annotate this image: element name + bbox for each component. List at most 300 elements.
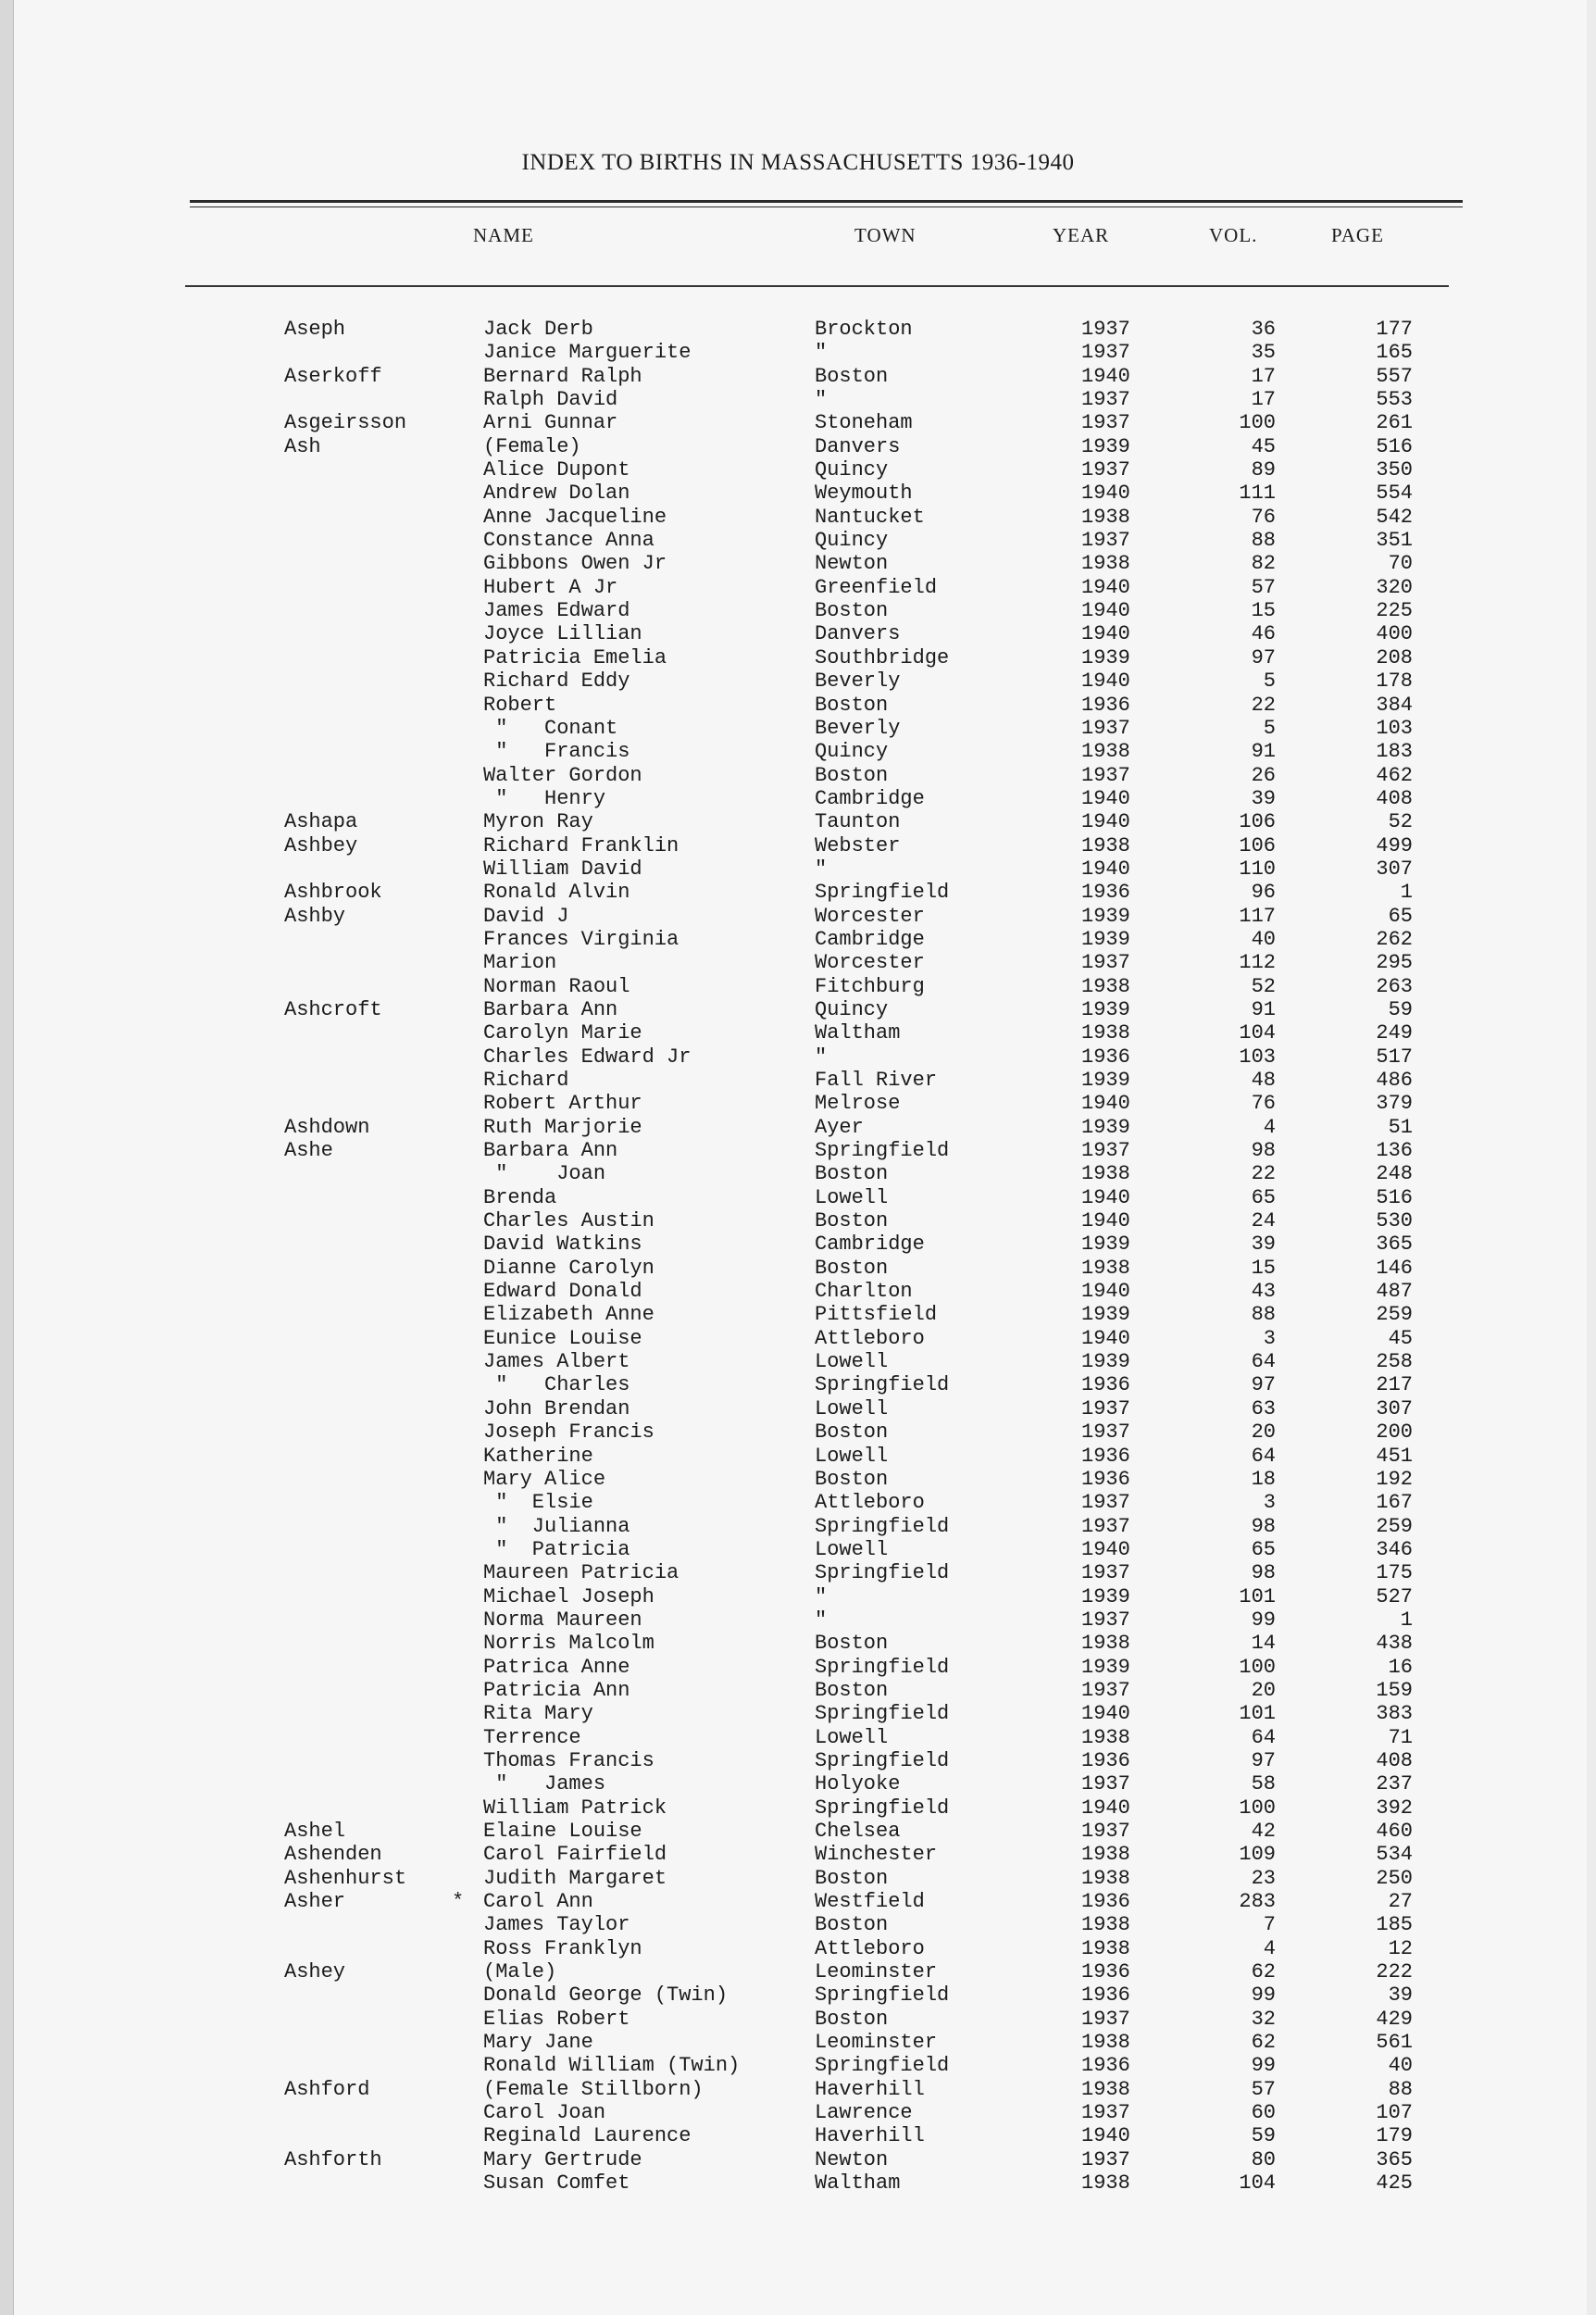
town-cell: Quincy	[815, 529, 889, 553]
volume-cell: 63	[1251, 1396, 1276, 1420]
table-row	[0, 1280, 1596, 1303]
given-name-cell: " Francis	[483, 740, 630, 764]
page-cell: 103	[1376, 716, 1413, 740]
volume-cell: 96	[1251, 881, 1276, 905]
volume-cell: 59	[1251, 2124, 1276, 2148]
table-row	[0, 1069, 1596, 1092]
surname-cell: Ash	[284, 434, 321, 458]
page-cell: 392	[1376, 1796, 1413, 1820]
year-cell: 1937	[1081, 763, 1130, 787]
volume-cell: 48	[1251, 1069, 1276, 1092]
given-name-cell: " Patricia	[483, 1537, 630, 1561]
page-cell: 208	[1376, 645, 1413, 669]
given-name-cell: Hubert A Jr	[483, 575, 618, 599]
volume-cell: 104	[1239, 1021, 1276, 1045]
year-cell: 1937	[1081, 1420, 1130, 1445]
surname-cell: Aserkoff	[284, 364, 382, 388]
town-cell: Beverly	[815, 716, 901, 740]
year-cell: 1937	[1081, 411, 1130, 435]
header-rule-thick	[190, 200, 1463, 203]
volume-cell: 43	[1251, 1280, 1276, 1304]
surname-cell: Asgeirsson	[284, 411, 407, 435]
given-name-cell: Robert Arthur	[483, 1092, 642, 1116]
given-name-cell: Charles Austin	[483, 1209, 655, 1233]
given-name-cell: Patricia Ann	[483, 1678, 630, 1702]
year-cell: 1937	[1081, 2101, 1130, 2125]
page-cell: 225	[1376, 599, 1413, 623]
year-cell: 1939	[1081, 434, 1130, 458]
volume-cell: 91	[1251, 740, 1276, 764]
table-row	[0, 2171, 1596, 2195]
year-cell: 1937	[1081, 1608, 1130, 1632]
volume-cell: 4	[1263, 1936, 1276, 1960]
given-name-cell: " Joan	[483, 1162, 606, 1186]
table-row	[0, 694, 1596, 717]
table-row	[0, 1045, 1596, 1069]
given-name-cell: Myron Ray	[483, 810, 593, 834]
year-cell: 1938	[1081, 505, 1130, 529]
column-header-vol: VOL.	[1209, 224, 1258, 246]
year-cell: 1936	[1081, 1960, 1130, 1984]
town-cell: Springfield	[815, 1796, 950, 1820]
volume-cell: 40	[1251, 927, 1276, 951]
town-cell: Stoneham	[815, 411, 913, 435]
year-cell: 1937	[1081, 388, 1130, 412]
table-row	[0, 857, 1596, 881]
volume-cell: 36	[1251, 318, 1276, 341]
page-cell: 136	[1376, 1139, 1413, 1163]
page-cell: 259	[1376, 1303, 1413, 1327]
year-cell: 1938	[1081, 1913, 1130, 1937]
table-row	[0, 1960, 1596, 1983]
surname-cell: Ashcroft	[284, 997, 382, 1021]
given-name-cell: Ronald William (Twin)	[483, 2054, 741, 2078]
given-name-cell: Charles Edward Jr	[483, 1045, 692, 1069]
volume-cell: 23	[1251, 1866, 1276, 1890]
table-row	[0, 599, 1596, 622]
year-cell: 1938	[1081, 1021, 1130, 1045]
volume-cell: 89	[1251, 458, 1276, 482]
year-cell: 1937	[1081, 716, 1130, 740]
page-cell: 146	[1376, 1256, 1413, 1280]
town-cell: Lowell	[815, 1396, 889, 1420]
table-row	[0, 1445, 1596, 1468]
volume-cell: 15	[1251, 1256, 1276, 1280]
page-cell: 451	[1376, 1444, 1413, 1468]
town-cell: Worcester	[815, 951, 925, 975]
page-cell: 88	[1388, 2077, 1413, 2101]
page-cell: 217	[1376, 1373, 1413, 1397]
page-cell: 1	[1400, 1608, 1413, 1632]
given-name-cell: Joseph Francis	[483, 1420, 655, 1445]
page-cell: 159	[1376, 1678, 1413, 1702]
table-row	[0, 1327, 1596, 1350]
table-row	[0, 1373, 1596, 1396]
year-cell: 1940	[1081, 810, 1130, 834]
town-cell: Waltham	[815, 1021, 901, 1045]
table-row	[0, 576, 1596, 599]
volume-cell: 76	[1251, 505, 1276, 529]
table-row	[0, 1139, 1596, 1162]
table-row	[0, 1820, 1596, 1843]
year-cell: 1938	[1081, 1725, 1130, 1749]
table-row	[0, 1796, 1596, 1820]
table-row	[0, 1162, 1596, 1185]
table-row	[0, 1209, 1596, 1233]
year-cell: 1939	[1081, 1233, 1130, 1257]
table-row	[0, 1585, 1596, 1608]
table-row	[0, 1186, 1596, 1209]
given-name-cell: Richard	[483, 1069, 569, 1092]
year-cell: 1936	[1081, 881, 1130, 905]
table-row	[0, 1561, 1596, 1584]
surname-cell: Ashe	[284, 1139, 333, 1163]
given-name-cell: Robert	[483, 693, 557, 717]
year-cell: 1936	[1081, 1748, 1130, 1772]
volume-cell: 62	[1251, 1960, 1276, 1984]
year-cell: 1936	[1081, 1444, 1130, 1468]
table-row	[0, 365, 1596, 388]
given-name-cell: Brenda	[483, 1185, 557, 1209]
given-name-cell: Ross Franklyn	[483, 1936, 642, 1960]
town-cell: Lowell	[815, 1725, 889, 1749]
volume-cell: 100	[1239, 1655, 1276, 1679]
given-name-cell: Edward Donald	[483, 1280, 642, 1304]
page-cell: 346	[1376, 1537, 1413, 1561]
town-cell: Charlton	[815, 1280, 913, 1304]
town-cell: Springfield	[815, 1139, 950, 1163]
page-cell: 222	[1376, 1960, 1413, 1984]
page-cell: 237	[1376, 1772, 1413, 1796]
page-cell: 307	[1376, 857, 1413, 881]
page-cell: 365	[1376, 1233, 1413, 1257]
town-cell: Waltham	[815, 2171, 901, 2196]
table-row	[0, 717, 1596, 740]
given-name-cell: Patricia Emelia	[483, 645, 667, 669]
volume-cell: 65	[1251, 1185, 1276, 1209]
year-cell: 1939	[1081, 645, 1130, 669]
year-cell: 1938	[1081, 2077, 1130, 2101]
volume-cell: 5	[1263, 669, 1276, 694]
volume-cell: 60	[1251, 2101, 1276, 2125]
table-row	[0, 1303, 1596, 1326]
given-name-cell: " Henry	[483, 786, 606, 810]
given-name-cell: Maureen Patricia	[483, 1561, 680, 1585]
table-row	[0, 318, 1596, 341]
table-row	[0, 411, 1596, 434]
town-cell: Melrose	[815, 1092, 901, 1116]
page-cell: 258	[1376, 1350, 1413, 1374]
given-name-cell: William David	[483, 857, 642, 881]
given-name-cell: Dianne Carolyn	[483, 1256, 655, 1280]
table-row	[0, 1702, 1596, 1725]
volume-cell: 24	[1251, 1209, 1276, 1233]
page-cell: 379	[1376, 1092, 1413, 1116]
surname-cell: Ashey	[284, 1960, 346, 1984]
surname-cell: Ashapa	[284, 810, 358, 834]
given-name-cell: Frances Virginia	[483, 927, 680, 951]
year-cell: 1937	[1081, 529, 1130, 553]
volume-cell: 88	[1251, 1303, 1276, 1327]
town-cell: Newton	[815, 552, 889, 576]
town-cell: Chelsea	[815, 1820, 901, 1843]
volume-cell: 3	[1263, 1326, 1276, 1350]
town-cell: "	[815, 1608, 828, 1632]
given-name-cell: Patrica Anne	[483, 1655, 630, 1679]
page-cell: 70	[1388, 552, 1413, 576]
given-name-cell: Ralph David	[483, 388, 618, 412]
year-cell: 1937	[1081, 458, 1130, 482]
page-cell: 460	[1376, 1820, 1413, 1843]
town-cell: Springfield	[815, 1748, 950, 1772]
given-name-cell: Carol Fairfield	[483, 1843, 667, 1867]
volume-cell: 103	[1239, 1045, 1276, 1069]
given-name-cell: Elias Robert	[483, 2007, 630, 2031]
town-cell: Southbridge	[815, 645, 950, 669]
header-rule-thin	[190, 206, 1463, 207]
column-header-year: YEAR	[1053, 224, 1110, 246]
given-name-cell: James Albert	[483, 1350, 630, 1374]
volume-cell: 99	[1251, 1608, 1276, 1632]
page-cell: 183	[1376, 740, 1413, 764]
town-cell: Quincy	[815, 997, 889, 1021]
given-name-cell: Constance Anna	[483, 529, 655, 553]
table-row	[0, 1491, 1596, 1514]
given-name-cell: Walter Gordon	[483, 763, 642, 787]
year-cell: 1936	[1081, 1983, 1130, 2008]
table-row	[0, 787, 1596, 810]
given-name-cell: Norris Malcolm	[483, 1632, 655, 1656]
year-cell: 1940	[1081, 622, 1130, 646]
given-name-cell: (Female Stillborn)	[483, 2077, 704, 2101]
page-cell: 45	[1388, 1326, 1413, 1350]
given-name-cell: James Taylor	[483, 1913, 630, 1937]
page-cell: 27	[1388, 1890, 1413, 1914]
mark-cell: *	[452, 1890, 465, 1914]
volume-cell: 117	[1239, 904, 1276, 928]
year-cell: 1937	[1081, 1396, 1130, 1420]
year-cell: 1936	[1081, 693, 1130, 717]
table-row	[0, 1632, 1596, 1655]
year-cell: 1937	[1081, 1820, 1130, 1843]
table-row	[0, 529, 1596, 552]
page-cell: 320	[1376, 575, 1413, 599]
given-name-cell: Marion	[483, 951, 557, 975]
volume-cell: 5	[1263, 716, 1276, 740]
year-cell: 1940	[1081, 1537, 1130, 1561]
page-cell: 51	[1388, 1115, 1413, 1139]
surname-cell: Aseph	[284, 318, 346, 341]
volume-cell: 15	[1251, 599, 1276, 623]
town-cell: Attleboro	[815, 1936, 925, 1960]
given-name-cell: Mary Gertrude	[483, 2147, 642, 2171]
page-cell: 517	[1376, 1045, 1413, 1069]
table-row	[0, 1021, 1596, 1045]
town-cell: Boston	[815, 2007, 889, 2031]
town-cell: "	[815, 857, 828, 881]
given-name-cell: Carol Joan	[483, 2101, 606, 2125]
year-cell: 1940	[1081, 857, 1130, 881]
volume-cell: 18	[1251, 1467, 1276, 1491]
table-row	[0, 669, 1596, 693]
page-cell: 167	[1376, 1491, 1413, 1515]
given-name-cell: Mary Alice	[483, 1467, 606, 1491]
year-cell: 1939	[1081, 1655, 1130, 1679]
volume-cell: 109	[1239, 1843, 1276, 1867]
volume-cell: 91	[1251, 997, 1276, 1021]
year-cell: 1936	[1081, 2054, 1130, 2078]
page-cell: 177	[1376, 318, 1413, 341]
table-row	[0, 1913, 1596, 1936]
volume-cell: 88	[1251, 529, 1276, 553]
volume-cell: 98	[1251, 1514, 1276, 1538]
volume-cell: 97	[1251, 1748, 1276, 1772]
table-row	[0, 506, 1596, 529]
town-cell: Quincy	[815, 458, 889, 482]
given-name-cell: John Brendan	[483, 1396, 630, 1420]
page-cell: 261	[1376, 411, 1413, 435]
given-name-cell: James Edward	[483, 599, 630, 623]
page-cell: 554	[1376, 482, 1413, 506]
page-cell: 259	[1376, 1514, 1413, 1538]
year-cell: 1937	[1081, 1491, 1130, 1515]
town-cell: Haverhill	[815, 2077, 925, 2101]
given-name-cell: " James	[483, 1772, 606, 1796]
volume-cell: 97	[1251, 645, 1276, 669]
surname-cell: Asher	[284, 1890, 346, 1914]
given-name-cell: Joyce Lillian	[483, 622, 642, 646]
page-cell: 192	[1376, 1467, 1413, 1491]
town-cell: Boston	[815, 1209, 889, 1233]
table-row	[0, 2054, 1596, 2077]
town-cell: Boston	[815, 1678, 889, 1702]
table-row	[0, 1679, 1596, 1702]
column-header-page: PAGE	[1331, 224, 1384, 246]
town-cell: Springfield	[815, 1373, 950, 1397]
given-name-cell: Reginald Laurence	[483, 2124, 692, 2148]
given-name-cell: " Conant	[483, 716, 618, 740]
town-cell: Boston	[815, 763, 889, 787]
table-row	[0, 2031, 1596, 2054]
table-row	[0, 810, 1596, 833]
table-row	[0, 928, 1596, 951]
page-cell: 71	[1388, 1725, 1413, 1749]
year-cell: 1938	[1081, 552, 1130, 576]
volume-cell: 100	[1239, 411, 1276, 435]
year-cell: 1940	[1081, 2124, 1130, 2148]
page-cell: 557	[1376, 364, 1413, 388]
year-cell: 1937	[1081, 318, 1130, 341]
year-cell: 1938	[1081, 1632, 1130, 1656]
table-row	[0, 1350, 1596, 1373]
given-name-cell: Richard Franklin	[483, 833, 680, 857]
volume-cell: 80	[1251, 2147, 1276, 2171]
volume-cell: 101	[1239, 1702, 1276, 1726]
table-row	[0, 622, 1596, 645]
volume-cell: 4	[1263, 1115, 1276, 1139]
town-cell: Lowell	[815, 1185, 889, 1209]
year-cell: 1936	[1081, 1890, 1130, 1914]
year-cell: 1939	[1081, 1584, 1130, 1608]
town-cell: Cambridge	[815, 786, 925, 810]
surname-cell: Ashbey	[284, 833, 358, 857]
table-row	[0, 951, 1596, 974]
volume-cell: 82	[1251, 552, 1276, 576]
volume-cell: 46	[1251, 622, 1276, 646]
page-cell: 295	[1376, 951, 1413, 975]
volume-cell: 22	[1251, 693, 1276, 717]
page-cell: 499	[1376, 833, 1413, 857]
given-name-cell: Norman Raoul	[483, 974, 630, 998]
volume-cell: 64	[1251, 1444, 1276, 1468]
town-cell: Boston	[815, 364, 889, 388]
given-name-cell: Ronald Alvin	[483, 881, 630, 905]
volume-cell: 20	[1251, 1420, 1276, 1445]
year-cell: 1937	[1081, 1678, 1130, 1702]
page-cell: 178	[1376, 669, 1413, 694]
page-cell: 384	[1376, 693, 1413, 717]
surname-cell: Ashford	[284, 2077, 370, 2101]
given-name-cell: (Male)	[483, 1960, 557, 1984]
page-cell: 65	[1388, 904, 1413, 928]
given-name-cell: Carol Ann	[483, 1890, 593, 1914]
year-cell: 1940	[1081, 1280, 1130, 1304]
year-cell: 1939	[1081, 927, 1130, 951]
year-cell: 1936	[1081, 1045, 1130, 1069]
surname-cell: Ashel	[284, 1820, 346, 1843]
given-name-cell: Andrew Dolan	[483, 482, 630, 506]
table-row	[0, 482, 1596, 505]
page-cell: 429	[1376, 2007, 1413, 2031]
page-cell: 408	[1376, 1748, 1413, 1772]
table-row	[0, 1749, 1596, 1772]
given-name-cell: Norma Maureen	[483, 1608, 642, 1632]
given-name-cell: Barbara Ann	[483, 1139, 618, 1163]
year-cell: 1940	[1081, 1796, 1130, 1820]
volume-cell: 283	[1239, 1890, 1276, 1914]
given-name-cell: Judith Margaret	[483, 1866, 667, 1890]
page-cell: 350	[1376, 458, 1413, 482]
town-cell: Worcester	[815, 904, 925, 928]
year-cell: 1936	[1081, 1467, 1130, 1491]
table-row	[0, 1656, 1596, 1679]
town-cell: Webster	[815, 833, 901, 857]
town-cell: Newton	[815, 2147, 889, 2171]
town-cell: Pittsfield	[815, 1303, 938, 1327]
given-name-cell: Donald George (Twin)	[483, 1983, 729, 2008]
year-cell: 1940	[1081, 575, 1130, 599]
surname-cell: Ashenden	[284, 1843, 382, 1867]
page-cell: 250	[1376, 1866, 1413, 1890]
volume-cell: 99	[1251, 2054, 1276, 2078]
page-cell: 59	[1388, 997, 1413, 1021]
page-cell: 408	[1376, 786, 1413, 810]
header-rule-bottom	[185, 285, 1449, 287]
table-row	[0, 881, 1596, 904]
year-cell: 1940	[1081, 1185, 1130, 1209]
page-cell: 39	[1388, 1983, 1413, 2008]
year-cell: 1939	[1081, 1069, 1130, 1092]
table-row	[0, 1726, 1596, 1749]
year-cell: 1937	[1081, 1139, 1130, 1163]
year-cell: 1937	[1081, 341, 1130, 365]
town-cell: Boston	[815, 1866, 889, 1890]
year-cell: 1937	[1081, 2007, 1130, 2031]
town-cell: Boston	[815, 1420, 889, 1445]
town-cell: Fall River	[815, 1069, 938, 1092]
given-name-cell: Rita Mary	[483, 1702, 593, 1726]
given-name-cell: Janice Marguerite	[483, 341, 692, 365]
